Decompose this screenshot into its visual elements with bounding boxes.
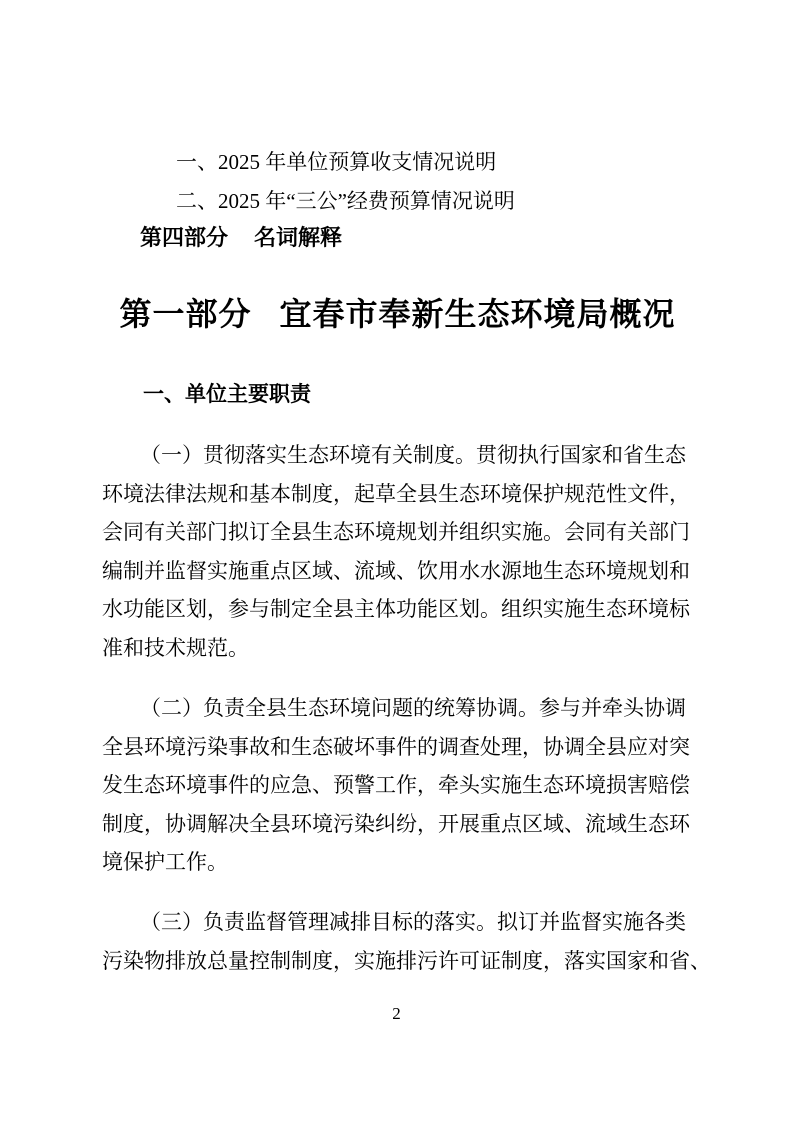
paragraph-line: （三）负责监督管理减排目标的落实。拟订并监督实施各类 [140, 910, 686, 934]
paragraph-line: 制度，协调解决全县环境污染纠纷，开展重点区域、流域生态环 [102, 811, 690, 836]
paragraph-duty-1 [102, 436, 693, 668]
part-four-title: 名词解释 [254, 225, 343, 250]
paragraph-line: 会同有关部门拟订全县生态环境规划并组织实施。会同有关部门 [102, 520, 690, 545]
paragraph-line: 水功能区划，参与制定全县主体功能区划。组织实施生态环境标 [102, 597, 690, 622]
section-part-label: 第一部分 [119, 296, 252, 332]
part-four-label: 第四部分 [140, 225, 229, 250]
paragraph-line: 环境法律法规和基本制度，起草全县生态环境保护规范性文件， [102, 481, 690, 506]
toc-item: 二、2025 年“三公”经费预算情况说明 [176, 188, 515, 213]
toc-block [102, 143, 693, 220]
paragraph-line: 编制并监督实施重点区域、流域、饮用水水源地生态环境规划和 [102, 558, 690, 583]
toc-item: 一、2025 年单位预算收支情况说明 [176, 150, 497, 174]
paragraph-line: 准和技术规范。 [102, 635, 249, 660]
paragraph-line: （二）负责全县生态环境问题的统筹协调。参与并牵头协调 [140, 696, 686, 720]
paragraph-line: 境保护工作。 [102, 850, 228, 875]
duties-heading: 一、单位主要职责 [143, 383, 311, 406]
paragraph-line: （一）贯彻落实生态环境有关制度。贯彻执行国家和省生态 [140, 443, 686, 467]
paragraph-duty-2 [102, 689, 693, 882]
paragraph-duty-3 [102, 903, 711, 980]
paragraph-line: 发生态环境事件的应急、预警工作，牵头实施生态环境损害赔偿 [102, 773, 690, 798]
toc-part-four-heading [102, 219, 731, 258]
section-title [102, 292, 693, 336]
paragraph-line: 污染物排放总量控制制度，实施排污许可证制度，落实国家和省、 [102, 948, 711, 973]
paragraph-line: 全县环境污染事故和生态破坏事件的调查处理，协调全县应对突 [102, 734, 690, 759]
section-title-text: 宜春市奉新生态环境局概况 [279, 296, 676, 332]
page-number: 2 [392, 1004, 401, 1023]
